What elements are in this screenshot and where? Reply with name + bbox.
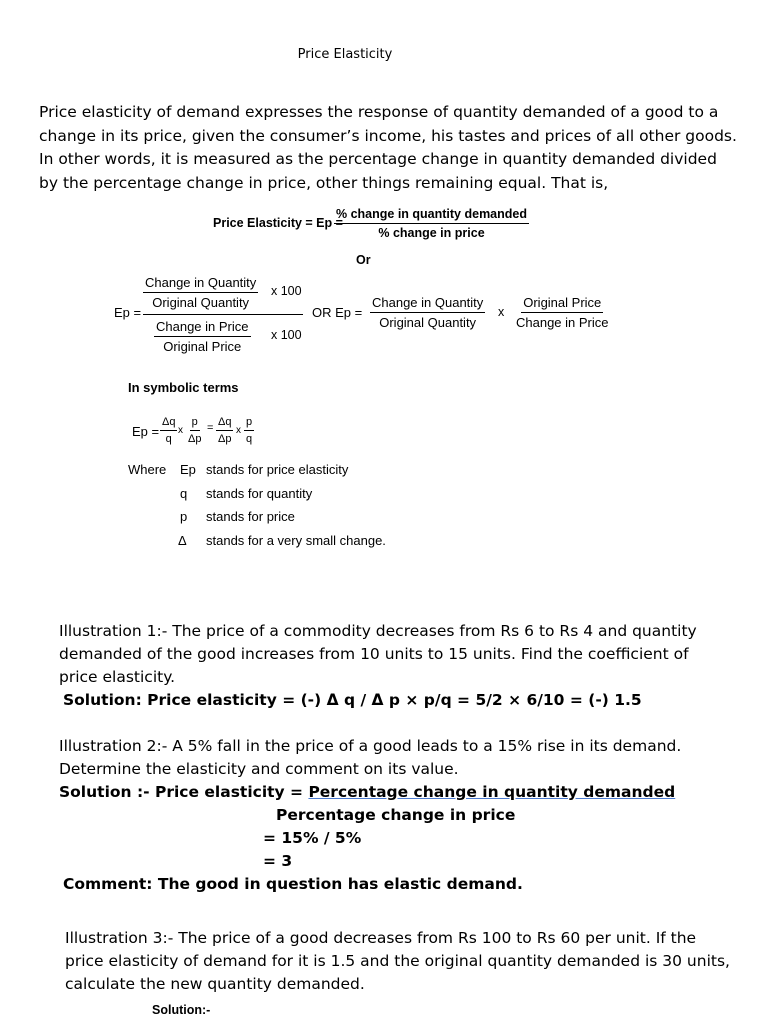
symbolic-dq-q xyxy=(160,416,177,445)
def-symbol: Δ xyxy=(178,533,187,548)
illustration-2-step-2: = 3 xyxy=(263,852,293,870)
p: p xyxy=(190,416,200,431)
formula-quantity-fraction xyxy=(143,275,258,310)
change-in-price: Change in Price xyxy=(154,319,251,337)
symbolic-p-q xyxy=(244,416,254,445)
original-quantity: Original Quantity xyxy=(379,315,477,330)
illustration-1-solution: Solution: Price elasticity = (-) Δ q / Δ p × p/q = 5/2 × 6/10 = (-) 1.5 xyxy=(63,691,642,709)
formula-main-numerator: % change in quantity demanded xyxy=(334,207,529,224)
def-description: stands for quantity xyxy=(206,486,313,501)
def-description: stands for a very small change. xyxy=(206,533,386,548)
q: q xyxy=(246,433,253,445)
formula-price-fraction xyxy=(154,319,251,354)
delta-p: Δp xyxy=(188,433,202,445)
original-price: Original Price xyxy=(163,339,242,354)
formula-or-ep: OR Ep = xyxy=(312,305,363,320)
q: q xyxy=(165,433,172,445)
symbolic-ep: Ep = xyxy=(132,424,160,439)
page-title: Price Elasticity xyxy=(297,47,393,62)
formula-price-ratio xyxy=(514,295,611,330)
illustration-2-comment: Comment: The good in question has elastic demand. xyxy=(63,875,523,893)
def-description: stands for price elasticity xyxy=(206,462,349,477)
original-quantity: Original Quantity xyxy=(152,295,250,310)
delta-q: Δq xyxy=(216,416,233,431)
formula-times-100-top: x 100 xyxy=(271,284,302,298)
original-price: Original Price xyxy=(521,295,603,313)
symbolic-times-2: x xyxy=(236,425,241,436)
symbolic-p-dp xyxy=(186,416,203,445)
def-description: stands for price xyxy=(206,509,295,524)
symbolic-times-1: x xyxy=(178,425,183,436)
illustration-2-step-1: = 15% / 5% xyxy=(263,829,362,847)
formula-or: Or xyxy=(356,253,371,267)
formula-ep-label: Ep = xyxy=(114,305,142,320)
illustration-1-text: Illustration 1:- The price of a commodity decreases from Rs 6 to Rs 4 and quantity demanded of the good increases from 10 units to 15 units. Find the coefficient of price elasticity. xyxy=(59,622,697,686)
illustration-2-text: Illustration 2:- A 5% fall in the price of a good leads to a 15% rise in its demand. Determine the elasticity and comment on its value. xyxy=(59,737,682,778)
formula-times-100-bottom: x 100 xyxy=(271,328,302,342)
change-in-quantity: Change in Quantity xyxy=(143,275,258,293)
formula-lhs: Price Elasticity = Ep = xyxy=(213,216,343,230)
formula-main-divider xyxy=(143,314,303,315)
solution-numerator: Percentage change in quantity demanded xyxy=(308,783,676,801)
formula-main-denominator: % change in price xyxy=(378,226,485,240)
illustration-3-solution: Solution:- xyxy=(152,1003,211,1017)
illustration-2-solution xyxy=(59,781,675,804)
formula-main-fraction xyxy=(334,207,529,240)
def-symbol: Ep xyxy=(180,462,196,477)
delta-q: Δq xyxy=(160,416,177,431)
symbolic-equals: = xyxy=(207,422,214,434)
delta-p: Δp xyxy=(218,433,232,445)
formula-qty-ratio xyxy=(370,295,485,330)
solution-label: Solution :- Price elasticity = xyxy=(59,783,309,801)
illustration-2-denominator: Percentage change in price xyxy=(276,806,516,824)
change-in-quantity: Change in Quantity xyxy=(370,295,485,313)
illustration-3-text: Illustration 3:- The price of a good decreases from Rs 100 to Rs 60 per unit. If the price elasticity of demand for it is 1.5 and the original quantity demanded is 30 units, calculate the new quantity demanded. xyxy=(65,929,730,993)
symbolic-dq-dp xyxy=(216,416,233,445)
def-symbol: q xyxy=(180,486,188,501)
formula-times: x xyxy=(498,305,505,319)
p: p xyxy=(244,416,254,431)
where-label: Where xyxy=(128,462,167,477)
symbolic-heading: In symbolic terms xyxy=(128,380,239,395)
change-in-price: Change in Price xyxy=(516,315,609,330)
def-symbol: p xyxy=(180,509,188,524)
intro-paragraph: Price elasticity of demand expresses the response of quantity demanded of a good to a change in its price, given the consumer’s income, his tastes and prices of all other goods. In other words, it is measured as the percentage change in quantity demanded divided by the percentage change in price, other things remaining equal. That is, xyxy=(39,103,737,192)
